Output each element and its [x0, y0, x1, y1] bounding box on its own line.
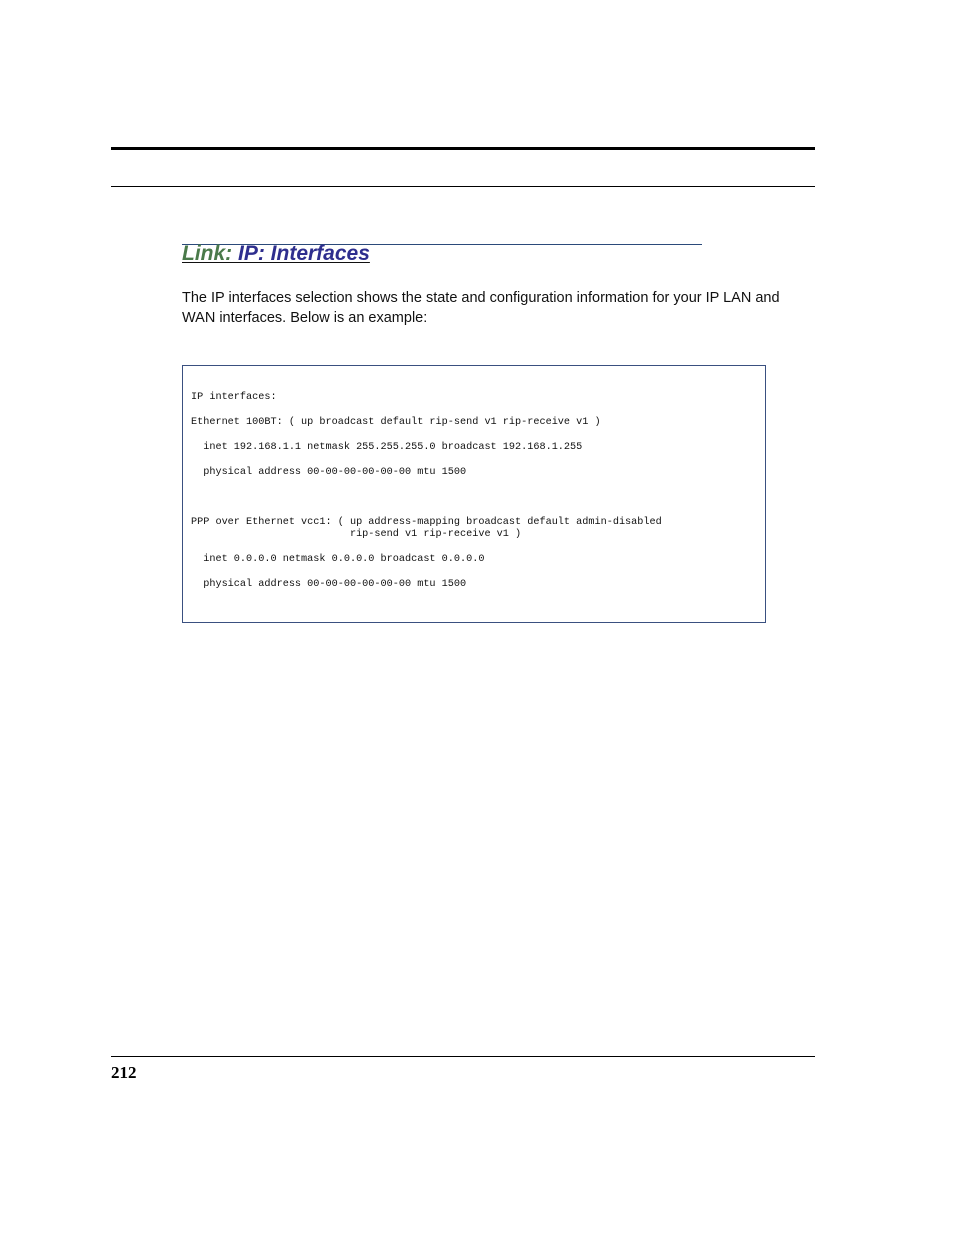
code-example-box	[182, 365, 766, 623]
header-rule-thin	[111, 186, 815, 187]
header-rule-thick	[111, 147, 815, 150]
footer-rule	[111, 1056, 815, 1057]
section-title	[182, 240, 370, 268]
intro-paragraph: The IP interfaces selection shows the state and configuration information for your IP LAN and WAN interfaces. Below is an example:	[182, 290, 780, 326]
section-title-prefix: Link:	[182, 242, 238, 265]
code-example-text: IP interfaces: Ethernet 100BT: ( up broadcast default rip-send v1 rip-receive v1 ) inet 192.168.1.1 netmask 255.255.255.0 broadcast 192.168.1.255 physical address 00-00-00-00-00-00 mtu 1500 PPP over Ethernet vcc1: ( up address-mapping broadcast default admin-disabled rip-send v1 rip-receive v1 ) inet 0.0.0.0 netmask 0.0.0.0 broadcast 0.0.0.0 physical address 00-00-00-00-00-00 mtu 1500	[191, 392, 662, 590]
page-number: 212	[111, 1063, 137, 1082]
section-title-main: IP: Interfaces	[238, 242, 370, 265]
